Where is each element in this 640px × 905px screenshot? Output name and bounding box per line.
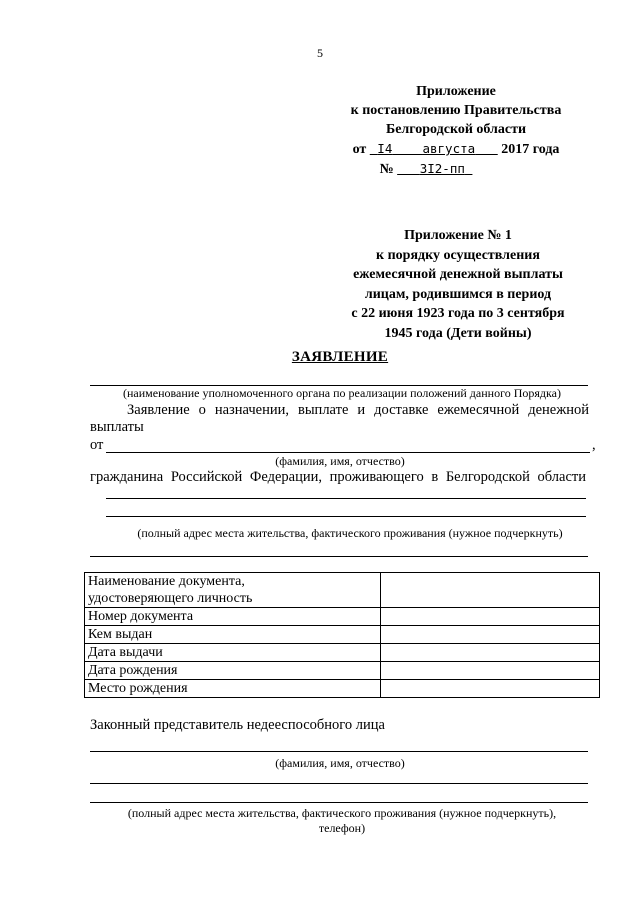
rep-address-field-line-2[interactable] <box>90 802 588 803</box>
fio-caption: (фамилия, имя, отчество) <box>275 454 405 468</box>
doc-number-label: Номер документа <box>85 608 381 626</box>
issue-date-label: Дата выдачи <box>85 644 381 662</box>
representative-fio-field-line[interactable] <box>90 751 588 752</box>
issued-by-label: Кем выдан <box>85 626 381 644</box>
header-line: к постановлению Правительства <box>350 103 562 118</box>
address-field-line-3[interactable] <box>90 556 588 557</box>
appendix-line: лицам, родившимся в период <box>364 286 552 302</box>
number-value: 3I2-пп <box>419 161 465 176</box>
from-comma: , <box>592 437 596 453</box>
header-line: Приложение <box>416 84 496 99</box>
table-row <box>85 662 600 680</box>
doc-type-label-2: удостоверяющего личность <box>88 591 253 606</box>
appendix-line: ежемесячной денежной выплаты <box>353 267 563 282</box>
rep-address-caption-1: (полный адрес места жительства, фактического проживания (нужное подчеркнуть), <box>127 806 557 820</box>
address-field-line-2[interactable] <box>106 516 586 517</box>
form-title: ЗАЯВЛЕНИЕ <box>291 349 389 365</box>
birth-date-label: Дата рождения <box>85 662 381 680</box>
appendix-line: к порядку осуществления <box>376 247 540 263</box>
appendix-line: с 22 июня 1923 года по 3 сентября <box>351 306 565 321</box>
table-row <box>85 626 600 644</box>
date-year: 2017 года <box>501 142 560 157</box>
table-row <box>85 608 600 626</box>
applicant-fio-field-line[interactable] <box>106 452 590 453</box>
citizen-text: гражданина Российской Федерации, проживающего в Белгородской области <box>90 469 586 485</box>
table-row <box>85 680 600 698</box>
issue-date-value[interactable] <box>381 644 600 662</box>
appendix-line: Приложение № 1 <box>404 228 512 243</box>
birth-place-value[interactable] <box>381 680 600 698</box>
appendix-line: 1945 года (Дети войны) <box>384 325 532 341</box>
appendix-header <box>330 226 586 343</box>
address-caption: (полный адрес места жительства, фактического проживания (нужное подчеркнуть) <box>137 526 563 540</box>
header-line: Белгородской области <box>385 122 527 137</box>
date-day: I4 августа <box>377 141 476 156</box>
statement-line-2: выплаты <box>90 419 144 435</box>
identity-document-table <box>84 572 600 698</box>
number-prefix: № <box>379 162 394 177</box>
address-field-line-1[interactable] <box>106 498 586 499</box>
header-number-line <box>340 159 572 179</box>
authority-caption: (наименование уполномоченного органа по реализации положений данного Порядка) <box>123 386 561 400</box>
table-label-cell <box>85 573 381 608</box>
table-row <box>85 573 600 608</box>
page-number: 5 <box>317 46 323 60</box>
date-month: августа <box>422 141 476 156</box>
representative-text: Законный представитель недееспособного лица <box>90 717 385 733</box>
table-row <box>85 644 600 662</box>
birth-place-label: Место рождения <box>85 680 381 698</box>
statement-line-1: Заявление о назначении, выплате и доставке ежемесячной денежной <box>127 402 589 418</box>
header-date-line <box>340 139 572 159</box>
from-label: от <box>90 437 104 453</box>
doc-number-value[interactable] <box>381 608 600 626</box>
doc-type-value[interactable] <box>381 573 600 608</box>
doc-type-label: Наименование документа, <box>88 574 245 589</box>
rep-fio-caption: (фамилия, имя, отчество) <box>275 756 405 770</box>
issued-by-value[interactable] <box>381 626 600 644</box>
birth-date-value[interactable] <box>381 662 600 680</box>
rep-address-caption-2: телефон) <box>318 821 366 835</box>
date-prefix: от <box>352 142 367 157</box>
rep-address-field-line-1[interactable] <box>90 783 588 784</box>
resolution-header <box>340 82 572 179</box>
